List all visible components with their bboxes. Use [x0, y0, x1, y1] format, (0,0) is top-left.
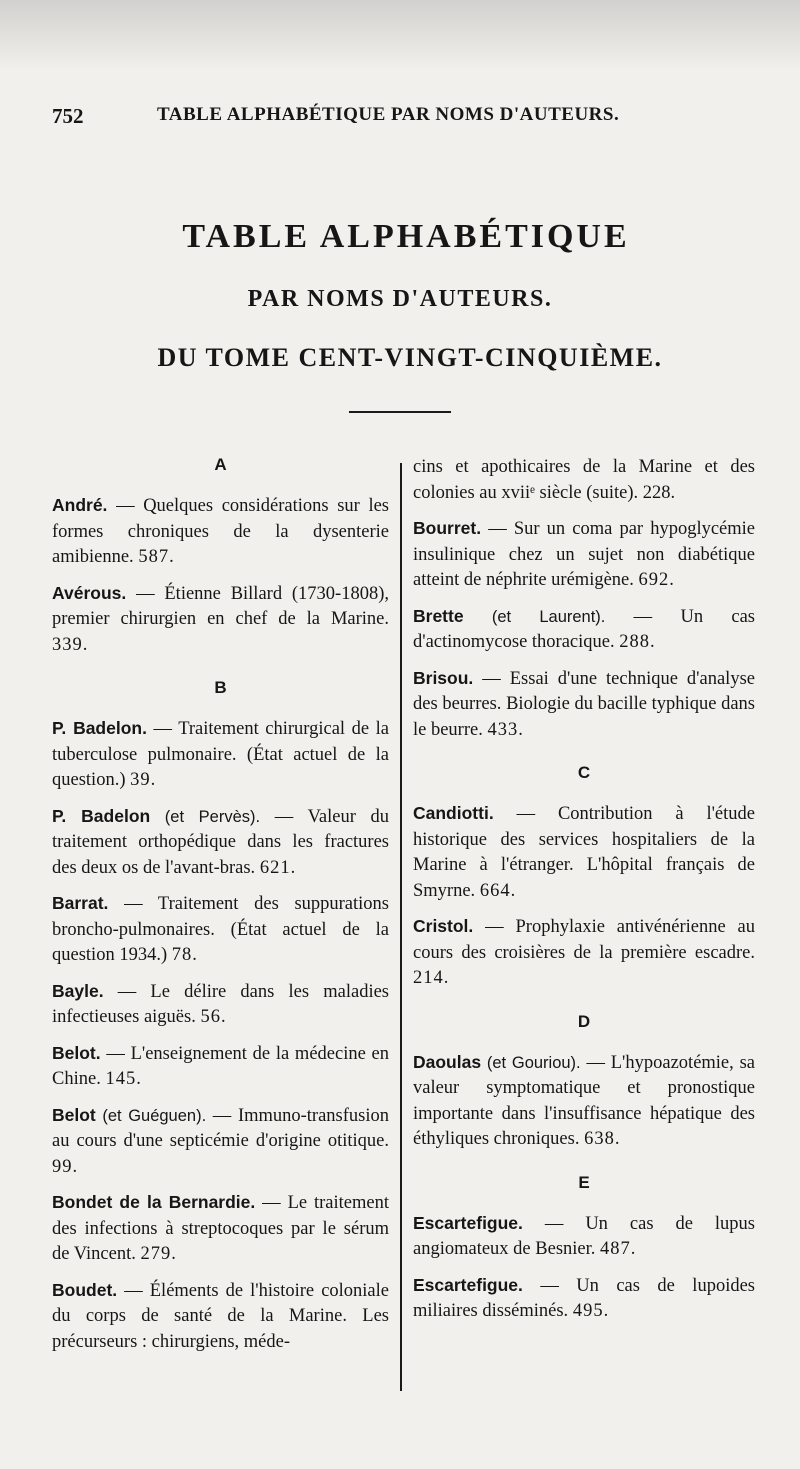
author-name: Belot. — [52, 1042, 101, 1063]
author-name: P. Badelon — [52, 805, 151, 826]
page-reference: 638. — [584, 1129, 621, 1149]
page-reference: 692. — [638, 570, 675, 590]
index-entry — [52, 493, 389, 571]
entry-title: — Étienne Billard (1730-1808), premier chirurgien en chef de la Marine. — [52, 583, 389, 629]
author-name: Daoulas — [413, 1051, 482, 1072]
index-section — [413, 763, 755, 992]
page-number: 752 — [52, 104, 84, 128]
index-section — [52, 678, 389, 1355]
author-name: Bondet de la Bernardie. — [52, 1192, 256, 1212]
index-entry — [52, 716, 389, 794]
index-entry — [413, 1273, 755, 1325]
entry-title: — L'hypoazotémie, sa valeur symptomatique et pronostique importante dans l'insuffisance hépatique des éthyliques chroniques. — [413, 1052, 755, 1149]
author-name: André. — [52, 495, 108, 515]
index-entry — [413, 914, 755, 992]
section-letter: A — [214, 455, 227, 474]
page-reference: 214. — [413, 968, 450, 988]
index-section — [413, 1012, 755, 1153]
entry-title: — Éléments de l'histoire coloniale du corps de santé de la Marine. Les précurseurs : chirurgiens, méde- — [52, 1280, 389, 1352]
author-name: Bayle. — [52, 980, 104, 1001]
entry-title: — Valeur du traitement orthopédique dans les fractures des deux os de l'avant-bras. — [52, 806, 389, 878]
page-reference: 145. — [105, 1069, 142, 1089]
index-entry — [52, 891, 389, 969]
author-name: P. Badelon. — [52, 718, 147, 738]
sub-title: PAR NOMS D'AUTEURS. — [247, 286, 553, 312]
continued-entry-text: cins et apothicaires de la Marine et des colonies au xviiᵉ siècle (suite). 228. — [413, 457, 755, 503]
entry-title: — Un cas d'actinomycose thoracique. — [413, 606, 756, 652]
index-section — [413, 1173, 755, 1325]
entry-title: — L'enseignement de la médecine en Chine. — [52, 1043, 389, 1089]
section-letter: B — [214, 678, 227, 697]
page-reference: 339. — [52, 634, 89, 655]
running-header — [52, 104, 752, 134]
index-entry — [52, 1103, 389, 1181]
entry-title: — Quelques considérations sur les formes chroniques de la dysenterie amibienne. — [52, 496, 389, 567]
entry-title: — Le traitement des infections à streptocoques par le sérum de Vincent. — [52, 1193, 389, 1264]
running-title: TABLE ALPHABÉTIQUE PAR NOMS D'AUTEURS. — [157, 104, 620, 125]
entry-title: — Le délire dans les maladies infectieuses aiguës. — [52, 981, 389, 1027]
scan-shadow — [0, 0, 800, 70]
page-reference: 39. — [130, 770, 157, 790]
entry-title: — Un cas de lupoides miliaires disséminés. — [413, 1275, 755, 1321]
section-letter: C — [577, 763, 591, 782]
author-name: Escartefigue. — [413, 1274, 523, 1295]
author-name: Boudet. — [52, 1279, 118, 1300]
author-name: Belot — [52, 1104, 96, 1125]
author-name: Escartefigue. — [413, 1212, 523, 1233]
author-name: Bourret. — [413, 518, 482, 538]
index-entry — [52, 1190, 389, 1268]
main-title: TABLE ALPHABÉTIQUE — [182, 218, 630, 255]
page-reference: 99. — [52, 1156, 79, 1177]
page-reference: 664. — [479, 880, 517, 901]
index-entry — [52, 1041, 389, 1093]
coauthor-note: (et Guéguen). — [95, 1106, 207, 1125]
entry-title: — Sur un coma par hypoglycémie insulinique chez un sujet non diabétique atteint de néphrite urémigène. — [413, 519, 755, 590]
author-name: Brette — [413, 605, 464, 626]
tome-title: DU TOME CENT-VINGT-CINQUIÈME. — [157, 343, 663, 372]
entry-title: — Prophylaxie antivénérienne au cours des croisières de la première escadre. — [413, 917, 755, 963]
coauthor-note: (et Laurent). — [463, 607, 606, 626]
page-reference: 56. — [200, 1007, 227, 1027]
coauthor-note: (et Gouriou). — [481, 1053, 581, 1072]
author-name: Candiotti. — [413, 803, 494, 823]
right-column — [413, 455, 755, 1335]
entry-title: — Traitement des suppurations broncho-pulmonaires. (État actuel de la question 1934.) — [52, 894, 389, 965]
index-entry — [413, 801, 755, 904]
title-divider-rule — [349, 411, 451, 413]
index-entry — [413, 604, 755, 656]
left-column — [52, 455, 389, 1365]
entry-title: — Contribution à l'étude historique des services hospitaliers de la Marine à l'étranger. L'hôpital français de Smyrne. — [413, 804, 755, 901]
author-name: Avérous. — [52, 582, 127, 603]
index-section — [52, 455, 389, 658]
entry-title: — Traitement chirurgical de la tuberculose pulmonaire. (État actuel de la question.) — [52, 719, 389, 790]
page-reference: 78. — [171, 945, 198, 965]
section-letter: E — [578, 1172, 590, 1192]
page-reference: 495. — [572, 1301, 610, 1321]
index-entry — [413, 516, 755, 594]
entry-title: — Un cas de lupus angiomateux de Besnier. — [413, 1213, 755, 1259]
page-reference: 487. — [600, 1239, 637, 1259]
author-name: Barrat. — [52, 893, 109, 913]
index-entry — [52, 979, 389, 1031]
index-entry — [413, 1050, 755, 1153]
index-section — [413, 516, 755, 743]
index-entry — [413, 666, 755, 744]
index-entry — [413, 1211, 755, 1263]
page-reference: 587. — [138, 547, 175, 567]
page-reference: 621. — [259, 857, 297, 878]
index-entry — [52, 1278, 389, 1356]
index-entry — [52, 804, 389, 882]
coauthor-note: (et Pervès). — [150, 807, 261, 826]
section-letter: D — [577, 1011, 591, 1031]
column-divider — [400, 463, 402, 1391]
page-reference: 433. — [487, 719, 524, 740]
index-entry — [52, 581, 389, 659]
page-reference: 288. — [619, 632, 656, 652]
page-reference: 279. — [140, 1244, 177, 1264]
entry-title: — Essai d'une technique d'analyse des beurres. Biologie du bacille typhique dans le beurre. — [413, 668, 755, 740]
entry-title: — Immuno-transfusion au cours d'une septicémie d'origine otitique. — [52, 1105, 389, 1151]
author-name: Cristol. — [413, 916, 474, 936]
author-name: Brisou. — [413, 667, 474, 688]
